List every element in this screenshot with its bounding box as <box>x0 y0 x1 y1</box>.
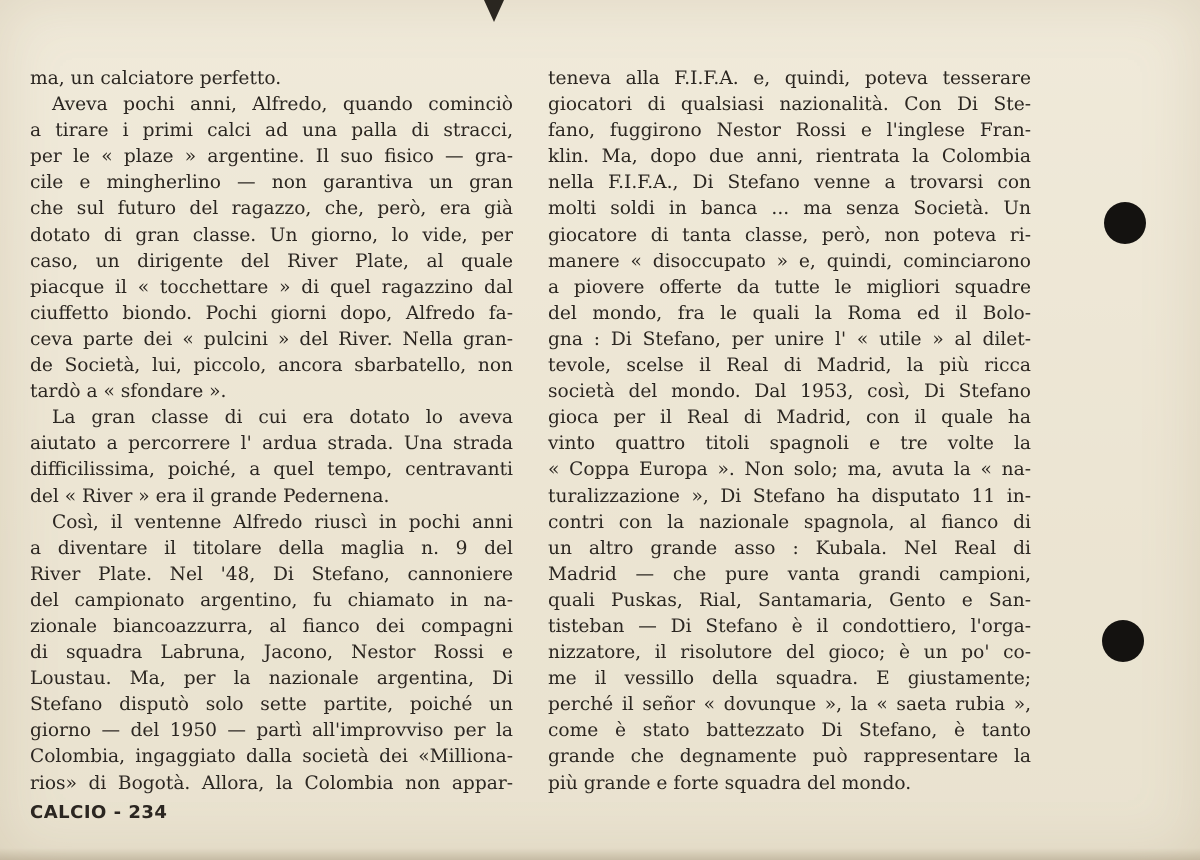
page-footer: CALCIO - 234 <box>30 802 168 823</box>
text-line: zionale biancoazzurra, al fianco dei compagni <box>30 615 513 637</box>
text-line: tisteban — Di Stefano è il condottiero, l'orga- <box>548 615 1031 637</box>
text-line: a tirare i primi calci ad una palla di stracci, <box>30 120 513 142</box>
text-line: « Coppa Europa ». Non solo; ma, avuta la « na- <box>548 459 1031 481</box>
text-line: dotato di gran classe. Un giorno, lo vide, per <box>30 224 513 246</box>
text-line: che sul futuro del ragazzo, che, però, era già <box>30 198 513 220</box>
text-line: aiutato a percorrere l' ardua strada. Una strada <box>30 433 513 455</box>
text-line: klin. Ma, dopo due anni, rientrata la Colombia <box>548 146 1031 168</box>
punch-hole-bottom <box>1102 620 1144 662</box>
left-text-column <box>30 66 513 797</box>
text-line: del mondo, fra le quali la Roma ed il Bolo- <box>548 302 1031 324</box>
text-line: per le « plaze » argentine. Il suo fisico — gra- <box>30 146 513 168</box>
text-line: cile e mingherlino — non garantiva un gran <box>30 172 513 194</box>
text-line: turalizzazione », Di Stefano ha disputato 11 in- <box>548 485 1031 507</box>
text-line: ma, un calciatore perfetto. <box>30 68 282 89</box>
text-line: ciuffetto biondo. Pochi giorni dopo, Alfredo fa- <box>30 302 513 324</box>
text-line: giorno — del 1950 — partì all'improvviso per la <box>30 720 513 742</box>
text-line: contri con la nazionale spagnola, al fianco di <box>548 511 1031 533</box>
text-line: a piovere offerte da tutte le migliori squadre <box>548 276 1031 298</box>
text-line: del campionato argentino, fu chiamato in na- <box>30 589 513 611</box>
text-line: Loustau. Ma, per la nazionale argentina, Di <box>30 668 513 690</box>
text-line: molti soldi in banca ... ma senza Società. Un <box>548 198 1031 220</box>
text-line: tevole, scelse il Real di Madrid, la più ricca <box>548 355 1031 377</box>
text-line: più grande e forte squadra del mondo. <box>548 772 912 794</box>
text-line: grande che degnamente può rappresentare la <box>548 746 1031 768</box>
text-line: perché il señor « dovunque », la « saeta rubia », <box>548 694 1031 716</box>
text-line: teneva alla F.I.F.A. e, quindi, poteva tesserare <box>548 68 1031 89</box>
text-line: giocatori di qualsiasi nazionalità. Con Di Ste- <box>548 94 1031 116</box>
text-line: società del mondo. Dal 1953, così, Di Stefano <box>548 381 1031 403</box>
text-line: Aveva pochi anni, Alfredo, quando cominciò <box>52 94 513 116</box>
text-line: Stefano disputò solo sette partite, poiché un <box>30 694 513 716</box>
text-line: rios» di Bogotà. Allora, la Colombia non appar- <box>30 772 513 794</box>
text-line: me il vessillo della squadra. E giustamente; <box>548 668 1031 690</box>
text-line: del « River » era il grande Pedernena. <box>30 485 390 507</box>
text-line: giocatore di tanta classe, però, non poteva ri- <box>548 224 1031 246</box>
text-line: La gran classe di cui era dotato lo aveva <box>52 407 513 429</box>
text-line: gna : Di Stefano, per unire l' « utile » al dilet- <box>548 328 1031 350</box>
text-line: vinto quattro titoli spagnoli e tre volte la <box>548 433 1031 455</box>
text-line: Madrid — che pure vanta grandi campioni, <box>548 563 1031 585</box>
torn-notch <box>484 0 504 22</box>
text-line: gioca per il Real di Madrid, con il quale ha <box>548 407 1031 429</box>
text-line: difficilissima, poiché, a quel tempo, centravanti <box>30 459 513 481</box>
text-line: fano, fuggirono Nestor Rossi e l'inglese Fran- <box>548 120 1031 142</box>
text-line: come è stato battezzato Di Stefano, è tanto <box>548 720 1031 742</box>
text-line: nizzatore, il risolutore del gioco; è un po' co- <box>548 642 1031 664</box>
right-text-column <box>548 66 1031 797</box>
text-line: Colombia, ingaggiato dalla società dei «Milliona- <box>30 746 513 768</box>
text-line: nella F.I.F.A., Di Stefano venne a trovarsi con <box>548 172 1031 194</box>
text-line: tardò a « sfondare ». <box>30 381 227 403</box>
text-line: quali Puskas, Rial, Santamaria, Gento e San- <box>548 589 1031 611</box>
text-line: piacque il « tocchettare » di quel ragazzino dal <box>30 276 513 298</box>
text-line: Così, il ventenne Alfredo riuscì in pochi anni <box>52 511 513 533</box>
text-line: a diventare il titolare della maglia n. 9 del <box>30 537 513 559</box>
text-line: River Plate. Nel '48, Di Stefano, cannoniere <box>30 563 513 585</box>
text-line: manere « disoccupato » e, quindi, cominciarono <box>548 250 1031 272</box>
text-line: de Società, lui, piccolo, ancora sbarbatello, non <box>30 355 513 377</box>
text-line: di squadra Labruna, Jacono, Nestor Rossi e <box>30 642 513 664</box>
text-line: caso, un dirigente del River Plate, al quale <box>30 250 513 272</box>
text-line: ceva parte dei « pulcini » del River. Nella gran- <box>30 328 513 350</box>
paper-edge-shadow <box>0 848 1200 860</box>
punch-hole-top <box>1104 202 1146 244</box>
text-line: un altro grande asso : Kubala. Nel Real di <box>548 537 1031 559</box>
